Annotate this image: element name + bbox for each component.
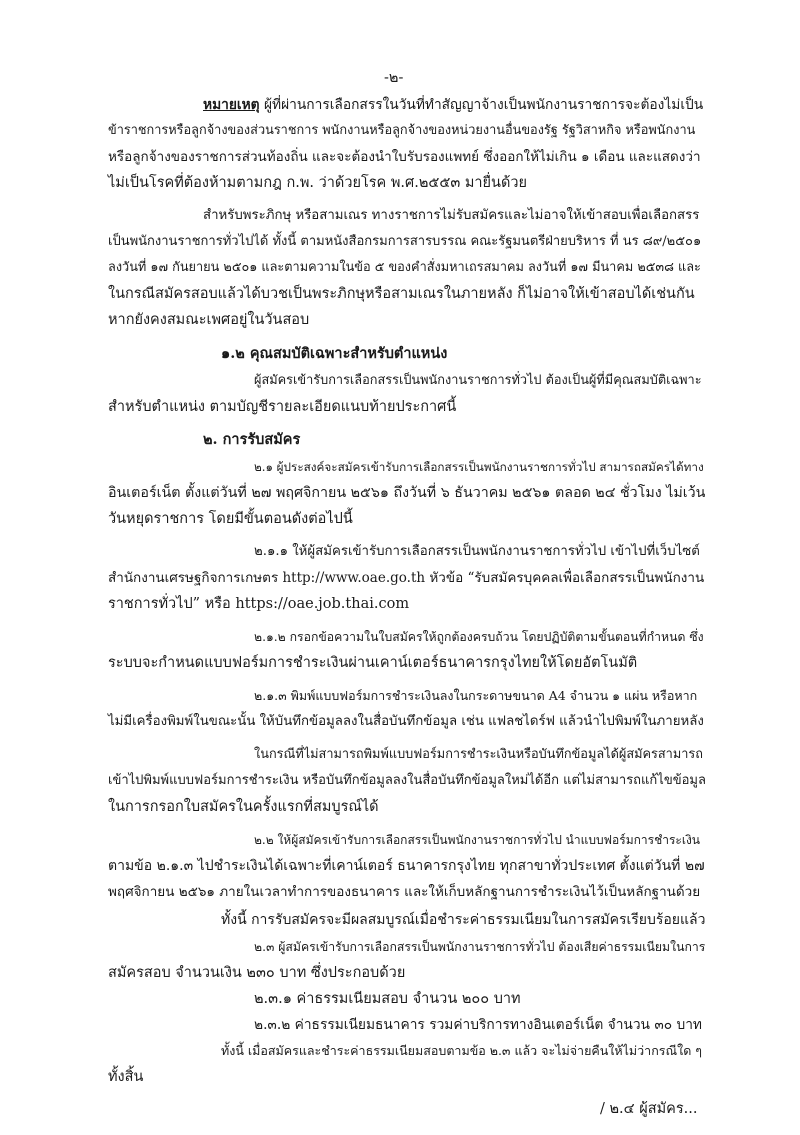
p213b-line-1: ในกรณีที่ไม่สามารถพิมพ์แบบฟอร์มการชำระเงินหรือบันทึกข้อมูลได้ผู้สมัครสามารถ xyxy=(254,747,703,762)
section-1-2-line-2: สำหรับตำแหน่ง ตามบัญชีรายละเอียดแนบท้ายประกาศนี้ xyxy=(108,399,457,415)
note-line-3: หรือลูกจ้างของราชการส่วนท้องถิ่น และจะต้องนำใบรับรองแพทย์ ซึ่งออกให้ไม่เกิน ๑ เดือน และแสดงว่า xyxy=(108,149,701,165)
section-1-2-heading: ๑.๒ คุณสมบัติเฉพาะสำหรับตำแหน่ง xyxy=(221,345,448,362)
note-text-1: ผู้ที่ผ่านการเลือกสรรในวันที่ทำสัญญาจ้างเป็นพนักงานราชการจะต้องไม่เป็น xyxy=(263,97,704,113)
p23b-line-2: ทั้งสิ้น xyxy=(108,1069,144,1085)
p23-line-1: ๒.๓ ผู้สมัครเข้ารับการเลือกสรรเป็นพนักงานราชการทั่วไป ต้องเสียค่าธรรมเนียมในการ xyxy=(254,940,706,954)
p213-line-1: ๒.๑.๓ พิมพ์แบบฟอร์มการชำระเงินลงในกระดาษขนาด A4 จำนวน ๑ แผ่น หรือหาก xyxy=(254,688,698,703)
note-line-4: ไม่เป็นโรคที่ต้องห้ามตามกฎ ก.พ. ว่าด้วยโรค พ.ศ.๒๕๕๓ มายื่นด้วย xyxy=(108,175,528,191)
p213-line-2: ไม่มีเครื่องพิมพ์ในขณะนั้น ให้บันทึกข้อมูลลงในสื่อบันทึกข้อมูล เช่น แฟลชไดร์ฟ แล้วนำไปพิมพ์ในภายหลัง xyxy=(108,714,704,729)
p22-line-3: พฤศจิกายน ๒๕๖๑ ภายในเวลาทำการของธนาคาร และให้เก็บหลักฐานการชำระเงินไว้เป็นหลักฐานด้วย xyxy=(108,884,701,900)
note-line-1 xyxy=(203,96,703,114)
continuation-marker: / ๒.๔ ผู้สมัคร... xyxy=(600,1101,698,1117)
p22-line-2: ตามข้อ ๒.๑.๓ ไปชำระเงินได้เฉพาะที่เคาน์เตอร์ ธนาคารกรุงไทย ทุกสาขาทั่วประเทศ ตั้งแต่วันที่ ๒๗ xyxy=(108,858,705,874)
note-line-2: ข้าราชการหรือลูกจ้างของส่วนราชการ พนักงานหรือลูกจ้างของหน่วยงานอื่นของรัฐ รัฐวิสาหกิจ หรือพนักงาน xyxy=(108,123,696,138)
p211-line-1: ๒.๑.๑ ให้ผู้สมัครเข้ารับการเลือกสรรเป็นพนักงานราชการทั่วไป เข้าไปที่เว็บไซต์ xyxy=(254,544,700,559)
monk-line-3: ลงวันที่ ๑๗ กันยายน ๒๕๐๑ และตามความในข้อ ๕ ของคำสั่งมหาเถรสมาคม ลงวันที่ ๑๗ มีนาคม ๒๕๓๘ และ xyxy=(108,260,701,275)
monk-line-4: ในกรณีสมัครสอบแล้วได้บวชเป็นพระภิกษุหรือสามเณรในภายหลัง ก็ไม่อาจให้เข้าสอบได้เช่นกัน xyxy=(108,286,695,302)
monk-line-2: เป็นพนักงานราชการทั่วไปได้ ทั้งนี้ ตามหนังสือกรมการสารบรรณ คณะรัฐมนตรีฝ่ายบริหาร ที่ นร ๘๙/๒๕๐๑ xyxy=(108,234,702,249)
p212-line-1: ๒.๑.๒ กรอกข้อความในใบสมัครให้ถูกต้องครบถ้วน โดยปฏิบัติตามขั้นตอนที่กำหนด ซึ่ง xyxy=(254,630,704,644)
monk-line-5: หากยังคงสมณะเพศอยู่ในวันสอบ xyxy=(108,312,310,328)
monk-line-1: สำหรับพระภิกษุ หรือสามเณร ทางราชการไม่รับสมัครและไม่อาจให้เข้าสอบเพื่อเลือกสรร xyxy=(203,208,700,223)
p22-line-1: ๒.๒ ให้ผู้สมัครเข้ารับการเลือกสรรเป็นพนักงานราชการทั่วไป นำแบบฟอร์มการชำระเงิน xyxy=(254,833,701,847)
p21-line-2: อินเตอร์เน็ต ตั้งแต่วันที่ ๒๗ พฤศจิกายน ๒๕๖๑ ถึงวันที่ ๖ ธันวาคม ๒๕๖๑ ตลอด ๒๔ ชั่วโมง ไม่เว้น xyxy=(108,485,706,501)
section-2-heading: ๒. การรับสมัคร xyxy=(203,431,301,448)
p22b-line: ทั้งนี้ การรับสมัครจะมีผลสมบูรณ์เมื่อชำระค่าธรรมเนียมในการสมัครเรียบร้อยแล้ว xyxy=(221,912,706,928)
p212-line-2: ระบบจะกำหนดแบบฟอร์มการชำระเงินผ่านเคาน์เตอร์ธนาคารกรุงไทยให้โดยอัตโนมัติ xyxy=(108,655,638,671)
p21-line-3: วันหยุดราชการ โดยมีขั้นตอนดังต่อไปนี้ xyxy=(108,511,353,527)
section-1-2-line-1: ผู้สมัครเข้ารับการเลือกสรรเป็นพนักงานราชการทั่วไป ต้องเป็นผู้ที่มีคุณสมบัติเฉพาะ xyxy=(254,373,702,388)
note-label: หมายเหตุ xyxy=(203,97,260,113)
p211-line-3: ราชการทั่วไป” หรือ https://oae.job.thai.com xyxy=(108,596,410,612)
p211-line-2: สำนักงานเศรษฐกิจการเกษตร http://www.oae.go.th หัวข้อ “รับสมัครบุคคลเพื่อเลือกสรรเป็นพนักงาน xyxy=(108,570,705,586)
p21-line-1: ๒.๑ ผู้ประสงค์จะสมัครเข้ารับการเลือกสรรเป็นพนักงานราชการทั่วไป สามารถสมัครได้ทาง xyxy=(254,460,704,474)
p23b-line-1: ทั้งนี้ เมื่อสมัครและชำระค่าธรรมเนียมสอบตามข้อ ๒.๓ แล้ว จะไม่จ่ายคืนให้ไม่ว่ากรณีใด ๆ xyxy=(221,1043,702,1058)
p231-line: ๒.๓.๑ ค่าธรรมเนียมสอบ จำนวน ๒๐๐ บาท xyxy=(254,991,521,1007)
page-number: -๒- xyxy=(384,70,404,86)
p213b-line-2: เข้าไปพิมพ์แบบฟอร์มการชำระเงิน หรือบันทึกข้อมูลลงในสื่อบันทึกข้อมูลใหม่ได้อีก แต่ไม่สามารถแก้ไขข้อมูล xyxy=(108,773,706,788)
p213b-line-3: ในการกรอกใบสมัครในครั้งแรกที่สมบูรณ์ได้ xyxy=(108,799,379,815)
p23-line-2: สมัครสอบ จำนวนเงิน ๒๓๐ บาท ซึ่งประกอบด้วย xyxy=(108,965,406,981)
p232-line: ๒.๓.๒ ค่าธรรมเนียมธนาคาร รวมค่าบริการทางอินเตอร์เน็ต จำนวน ๓๐ บาท xyxy=(254,1017,702,1033)
